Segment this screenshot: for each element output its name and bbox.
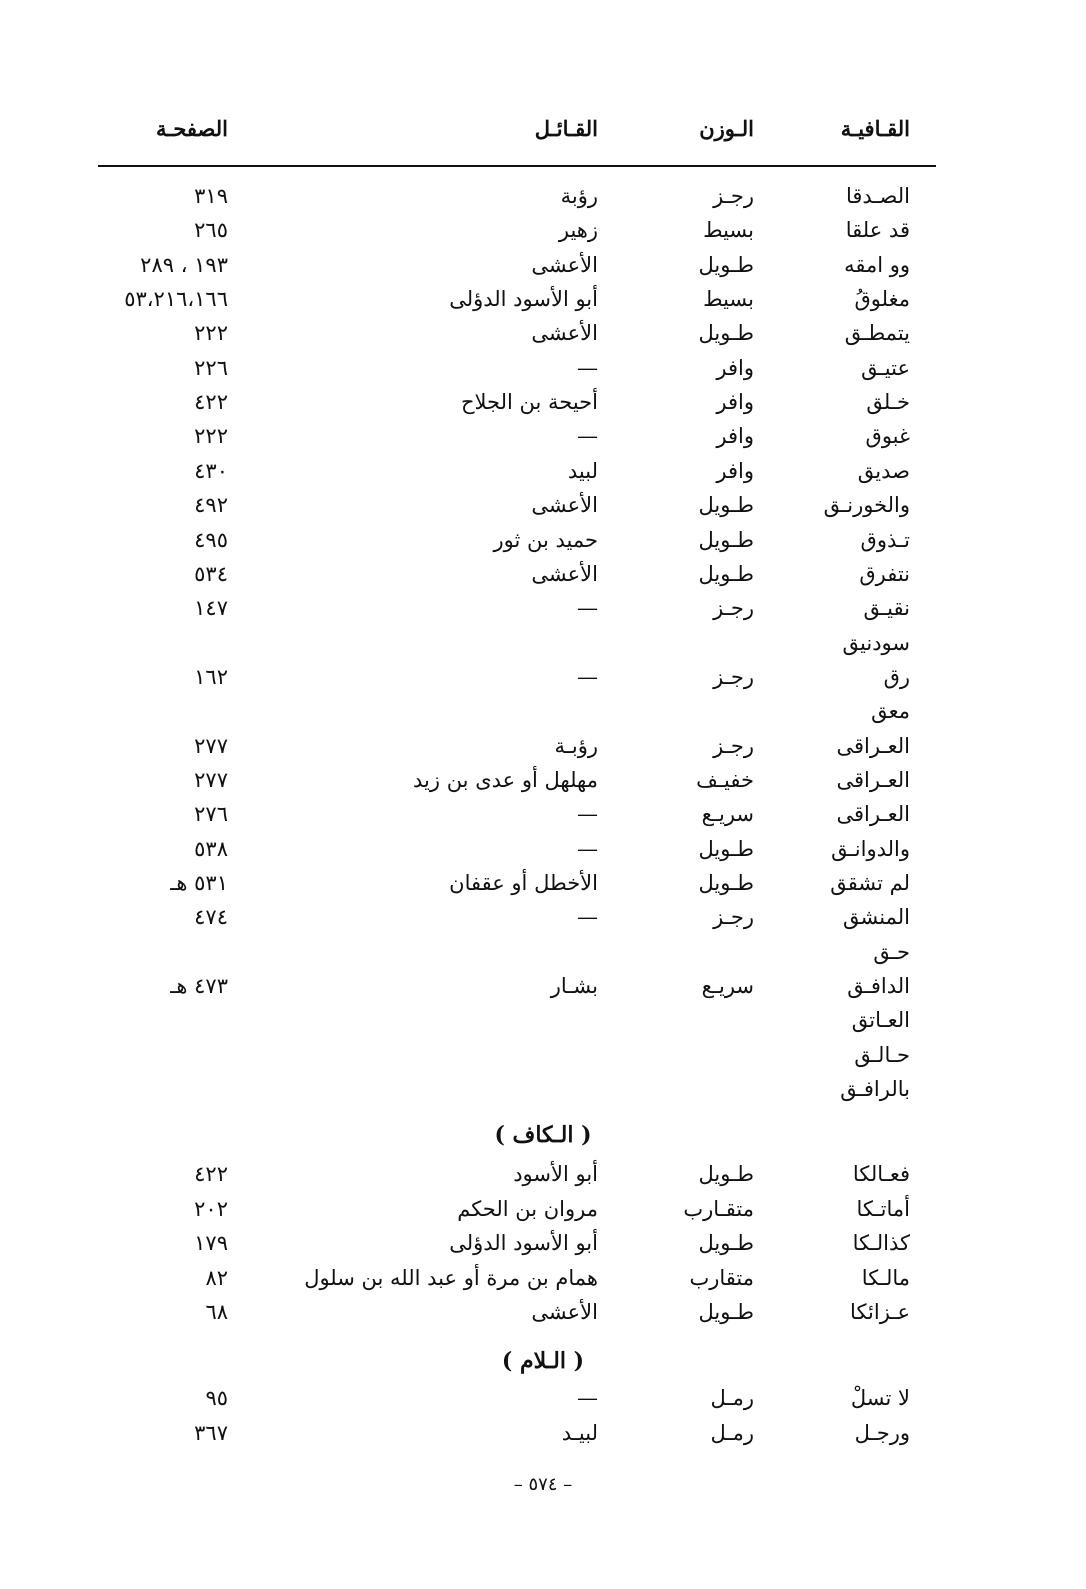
section-lam-label: ( الـلام ) xyxy=(501,1348,585,1374)
meter-cell: طـويل xyxy=(698,527,754,552)
page-cell: ٨٢ xyxy=(205,1265,228,1290)
rhyme-cell: تـذوق xyxy=(860,527,910,552)
table-row xyxy=(0,591,1086,625)
page-cell: ٤٩٢ xyxy=(194,493,228,518)
table-row xyxy=(0,832,1086,866)
meter-cell: متقـارب xyxy=(683,1196,754,1221)
poet-cell: — xyxy=(577,424,598,449)
table-row xyxy=(0,419,1086,453)
meter-cell: طـويل xyxy=(698,561,754,586)
poet-cell: زهير xyxy=(558,218,598,243)
rhyme-cell: كذالـكا xyxy=(852,1231,910,1255)
page-cell: ٤٧٣ هـ xyxy=(170,974,228,999)
rhyme-cell: والخورنـق xyxy=(823,493,910,518)
rhyme-cell: ورجـل xyxy=(854,1420,910,1445)
page-cell: ٥٣،٢١٦،١٦٦ xyxy=(124,287,228,312)
table-row xyxy=(0,179,1086,213)
page-cell: ١٤٧ xyxy=(194,596,228,621)
poet-cell: الأعشى xyxy=(531,561,598,586)
page-cell: ٣٦٧ xyxy=(194,1420,228,1445)
page-cell: ٤٩٥ xyxy=(194,527,228,552)
page-cell: ١٦٢ xyxy=(194,664,228,689)
rhyme-cell: العـراقى xyxy=(836,802,910,827)
rhyme-cell: رق xyxy=(883,664,910,689)
meter-cell: رجـز xyxy=(713,733,754,758)
meter-cell: وافر xyxy=(716,390,754,415)
rhyme-cell: معق xyxy=(871,699,910,724)
table-header xyxy=(0,112,1086,146)
poet-cell: أبو الأسود الدؤلى xyxy=(449,287,598,312)
meter-cell: متقارب xyxy=(689,1265,754,1290)
meter-cell: بسيط xyxy=(703,287,754,312)
rhyme-cell: العـراقى xyxy=(836,767,910,792)
rhyme-cell: سودنيق xyxy=(842,630,910,655)
page-cell: ٢٧٧ xyxy=(194,767,228,792)
table-row xyxy=(0,1157,1086,1191)
meter-cell: طـويل xyxy=(698,836,754,861)
page-cell: ٢٦٥ xyxy=(194,218,228,243)
poet-cell: أبو الأسود xyxy=(513,1162,598,1186)
poet-cell: الأعشى xyxy=(531,252,598,277)
header-poet: القـائـل xyxy=(534,116,598,141)
poet-cell: مروان بن الحكم xyxy=(457,1196,598,1221)
poet-cell: — xyxy=(577,905,598,930)
poet-cell: بشـار xyxy=(550,974,598,999)
page-cell: ٤٢٢ xyxy=(194,390,228,415)
poet-cell: — xyxy=(577,836,598,861)
page-number: – ٥٧٤ – xyxy=(513,1474,573,1495)
poet-cell: رؤبة xyxy=(560,184,598,208)
poet-cell: همام بن مرة أو عبد الله بن سلول xyxy=(304,1265,598,1290)
rhyme-cell: نتفرق xyxy=(859,561,910,586)
table-row xyxy=(0,1003,1086,1037)
table-row xyxy=(0,557,1086,591)
table-row xyxy=(0,763,1086,797)
poet-cell: مهلهل أو عدى بن زيد xyxy=(413,767,598,792)
table-row xyxy=(0,797,1086,831)
table-row xyxy=(0,1416,1086,1450)
table-row xyxy=(0,969,1086,1003)
meter-cell: طـويل xyxy=(698,321,754,346)
page-cell: ٤٧٤ xyxy=(194,905,228,930)
header-meter: الـوزن xyxy=(699,116,754,141)
table-row xyxy=(0,523,1086,557)
table-row xyxy=(0,866,1086,900)
poet-cell: — xyxy=(577,1386,598,1410)
rhyme-cell: فعـالكا xyxy=(852,1162,910,1186)
meter-cell: طـويل xyxy=(698,252,754,277)
page-cell: ٤٢٢ xyxy=(194,1162,228,1186)
page-cell: ٥٣٨ xyxy=(194,836,228,861)
poet-cell: لبيـد xyxy=(561,1420,598,1445)
page-cell: ١٧٩ xyxy=(194,1231,228,1255)
meter-cell: طـويل xyxy=(698,1231,754,1255)
poet-cell: — xyxy=(577,596,598,621)
page-cell: ٦٨ xyxy=(205,1300,228,1324)
section-heading-lam xyxy=(0,1344,1086,1378)
table-row xyxy=(0,282,1086,316)
poet-cell: الأعشى xyxy=(531,493,598,518)
poet-cell: أحيحة بن الجلاح xyxy=(460,390,598,415)
page-cell: ٥٣٤ xyxy=(194,561,228,586)
rhyme-cell: عتيـق xyxy=(861,355,910,380)
meter-cell: طـويل xyxy=(698,1162,754,1186)
page-cell: ٢٧٦ xyxy=(194,802,228,827)
page-cell: ٢٠٢ xyxy=(194,1196,228,1221)
rhyme-cell: نقيـق xyxy=(863,596,910,621)
meter-cell: طـويل xyxy=(698,871,754,895)
table-row xyxy=(0,1072,1086,1106)
rhyme-cell: مغلوقُ xyxy=(854,287,910,312)
meter-cell: رمـل xyxy=(710,1420,754,1445)
section-heading-kaf xyxy=(0,1118,1086,1152)
rhyme-cell: وو امقه xyxy=(844,252,910,277)
meter-cell: رجـز xyxy=(713,596,754,621)
rhyme-cell: العـاتق xyxy=(851,1008,910,1033)
table-row xyxy=(0,1295,1086,1329)
meter-cell: طـويل xyxy=(698,493,754,518)
rhyme-cell: أماتـكا xyxy=(856,1196,910,1221)
page-cell: ١٩٣ ، ٢٨٩ xyxy=(140,252,228,277)
meter-cell: خفيـف xyxy=(696,767,754,792)
rhyme-cell: والدوانـق xyxy=(831,836,910,861)
table-row xyxy=(0,1261,1086,1295)
page-cell: ٣١٩ xyxy=(194,184,228,208)
table-row xyxy=(0,316,1086,350)
rhyme-cell: المنشق xyxy=(843,905,910,930)
poet-cell: الأعشى xyxy=(531,321,598,346)
rhyme-cell: الدافـق xyxy=(847,974,910,999)
rhyme-cell: حـالـق xyxy=(854,1042,910,1067)
poet-cell: الأعشى xyxy=(531,1300,598,1324)
rhyme-cell: صديق xyxy=(857,458,910,483)
rhyme-cell: لا تسلْ xyxy=(850,1386,910,1410)
table-row xyxy=(0,660,1086,694)
page-cell: ٥٣١ هـ xyxy=(170,871,228,895)
table-row xyxy=(0,1038,1086,1072)
table-row xyxy=(0,1226,1086,1260)
meter-cell: طـويل xyxy=(698,1300,754,1324)
meter-cell: رجـز xyxy=(713,905,754,930)
table-row xyxy=(0,694,1086,728)
poet-cell: حميد بن ثور xyxy=(493,527,598,552)
page-cell: ٢٢٢ xyxy=(194,424,228,449)
rhyme-cell: قد علقا xyxy=(845,218,910,243)
poet-cell: — xyxy=(577,664,598,689)
poet-cell: — xyxy=(577,355,598,380)
page-cell: ٢٧٧ xyxy=(194,733,228,758)
meter-cell: سريـع xyxy=(701,974,754,999)
meter-cell: رجـز xyxy=(713,664,754,689)
table-row xyxy=(0,454,1086,488)
meter-cell: رجـز xyxy=(713,184,754,208)
rhyme-cell: غبوق xyxy=(865,424,910,449)
poet-cell: رؤبـة xyxy=(554,733,598,758)
table-row xyxy=(0,351,1086,385)
page-cell: ٤٣٠ xyxy=(194,458,228,483)
poet-cell: — xyxy=(577,802,598,827)
rhyme-cell: الصـدقا xyxy=(845,184,910,208)
header-rule xyxy=(98,165,936,167)
rhyme-cell: حـق xyxy=(873,939,910,964)
meter-cell: بسيط xyxy=(703,218,754,243)
rhyme-cell: خـلق xyxy=(866,390,910,415)
header-page: الصفحـة xyxy=(155,116,228,141)
rhyme-cell: بالرافـق xyxy=(840,1077,910,1102)
rhyme-cell: لم تشقق xyxy=(830,871,910,895)
meter-cell: وافر xyxy=(716,458,754,483)
poet-cell: أبو الأسود الدؤلى xyxy=(449,1231,598,1255)
meter-cell: سريـع xyxy=(701,802,754,827)
rhyme-cell: العـراقى xyxy=(836,733,910,758)
table-row xyxy=(0,1381,1086,1415)
section-kaf-label: ( الـكاف ) xyxy=(494,1122,592,1148)
poet-cell: الأخطل أو عقفان xyxy=(449,871,598,895)
page-cell: ٩٥ xyxy=(205,1386,228,1410)
meter-cell: وافر xyxy=(716,355,754,380)
table-row xyxy=(0,385,1086,419)
table-row xyxy=(0,900,1086,934)
table-row xyxy=(0,213,1086,247)
table-row xyxy=(0,488,1086,522)
poet-cell: لبيد xyxy=(567,458,598,483)
page-cell: ٢٢٢ xyxy=(194,321,228,346)
rhyme-cell: عـزائكا xyxy=(850,1300,910,1324)
page-cell: ٢٢٦ xyxy=(194,355,228,380)
header-rhyme: القـافيـة xyxy=(840,116,910,141)
table-row xyxy=(0,729,1086,763)
table-row xyxy=(0,626,1086,660)
table-row xyxy=(0,248,1086,282)
table-row xyxy=(0,935,1086,969)
meter-cell: وافر xyxy=(716,424,754,449)
table-row xyxy=(0,1192,1086,1226)
rhyme-cell: يتمطـق xyxy=(844,321,910,346)
meter-cell: رمـل xyxy=(710,1386,754,1410)
rhyme-cell: مالـكا xyxy=(861,1265,910,1290)
